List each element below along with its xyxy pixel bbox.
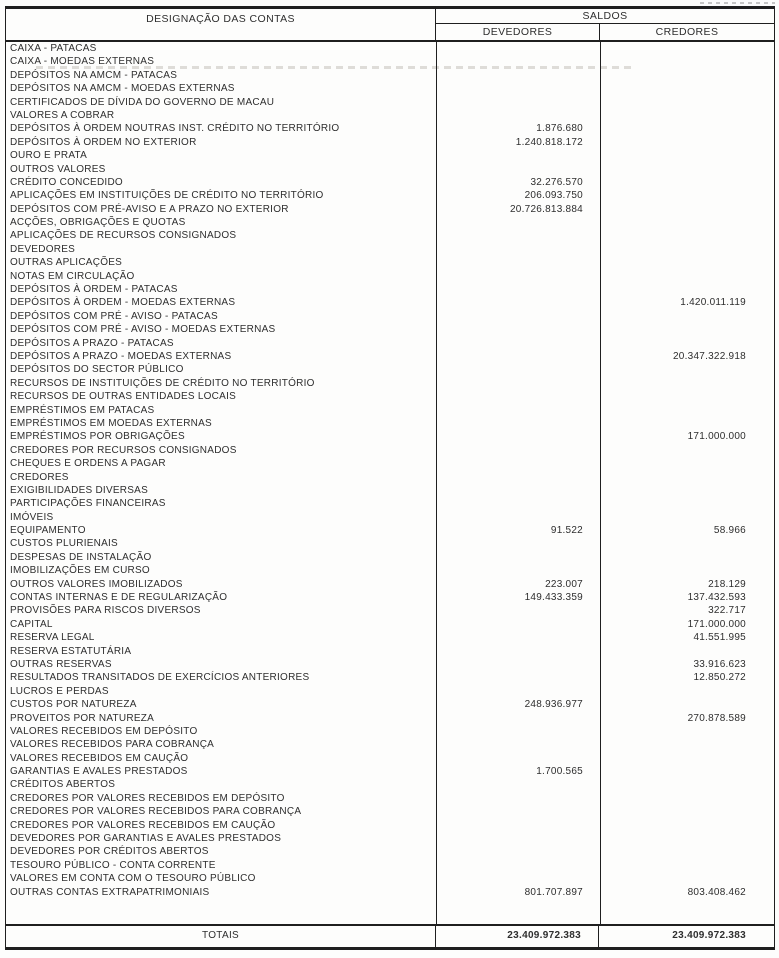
account-name: ACÇÕES, OBRIGAÇÕES E QUOTAS (10, 217, 186, 229)
totals-row (6, 924, 774, 947)
credores-value (600, 163, 774, 176)
credores-value (600, 96, 774, 109)
devedores-value (437, 149, 600, 162)
devedores-value (437, 805, 600, 818)
devedores-value (437, 484, 600, 497)
account-name: CREDORES POR VALORES RECEBIDOS PARA COBRANÇA (10, 806, 302, 818)
column-header-credores: CREDORES (655, 26, 719, 38)
account-name: VALORES EM CONTA COM O TESOURO PÚBLICO (10, 873, 256, 885)
table-row (6, 310, 774, 323)
table-row (6, 551, 774, 564)
credores-value (600, 69, 774, 82)
table-row (6, 350, 774, 363)
account-name: DEPÓSITOS À ORDEM NOUTRAS INST. CRÉDITO NO TERRITÓRIO (10, 123, 340, 135)
table-body (6, 42, 774, 924)
devedores-value (437, 377, 600, 390)
devedores-value (437, 631, 600, 644)
table-row (6, 537, 774, 550)
devedores-value (437, 296, 600, 309)
account-name: OUTROS VALORES (10, 163, 106, 175)
devedores-value (437, 645, 600, 658)
credores-value (600, 471, 774, 484)
credores-value (600, 511, 774, 524)
devedores-value (437, 819, 600, 832)
devedores-value (437, 618, 600, 631)
account-name: DEPÓSITOS NA AMCM - MOEDAS EXTERNAS (10, 83, 235, 95)
credores-value (600, 149, 774, 162)
credores-value (600, 685, 774, 698)
credores-value (600, 390, 774, 403)
account-name: IMOBILIZAÇÕES EM CURSO (10, 565, 150, 577)
account-name: DEPÓSITOS À ORDEM - MOEDAS EXTERNAS (10, 297, 236, 309)
devedores-value (437, 564, 600, 577)
accounts-balance-table (5, 6, 775, 950)
table-row (6, 283, 774, 296)
devedores-value (437, 256, 600, 269)
devedores-value (437, 390, 600, 403)
table-row (6, 109, 774, 122)
table-row (6, 176, 774, 189)
account-name: DEPÓSITOS À ORDEM - PATACAS (10, 284, 178, 296)
credores-value (600, 551, 774, 564)
totals-label: TOTAIS (6, 926, 436, 947)
account-name: RESERVA LEGAL (10, 632, 95, 644)
table-row (6, 363, 774, 376)
credores-value (600, 243, 774, 256)
table-row (6, 738, 774, 751)
credores-value: 171.000.000 (687, 618, 746, 630)
table-row (6, 377, 774, 390)
table-row (6, 872, 774, 885)
table-row (6, 631, 774, 644)
devedores-value (437, 685, 600, 698)
credores-value (600, 203, 774, 216)
credores-value: 12.850.272 (693, 672, 746, 684)
account-name: APLICAÇÕES EM INSTITUIÇÕES DE CRÉDITO NO TERRITÓRIO (10, 190, 324, 202)
devedores-value (437, 337, 600, 350)
account-name: VALORES RECEBIDOS PARA COBRANÇA (10, 739, 215, 751)
credores-value (600, 229, 774, 242)
devedores-value (437, 283, 600, 296)
table-row (6, 203, 774, 216)
devedores-value: 1.700.565 (536, 766, 583, 778)
account-name: PARTICIPAÇÕES FINANCEIRAS (10, 498, 166, 510)
account-name: VALORES RECEBIDOS EM CAUÇÃO (10, 752, 189, 764)
devedores-value (437, 551, 600, 564)
account-name: RECURSOS DE INSTITUIÇÕES DE CRÉDITO NO TERRITÓRIO (10, 377, 315, 389)
devedores-value (437, 859, 600, 872)
table-row (6, 122, 774, 135)
account-name: RESERVA ESTATUTÁRIA (10, 645, 132, 657)
account-name: VALORES RECEBIDOS EM DEPÓSITO (10, 725, 198, 737)
table-row (6, 698, 774, 711)
credores-value (600, 176, 774, 189)
column-header-devedores: DEVEDORES (436, 24, 600, 40)
table-row (6, 430, 774, 443)
table-row (6, 752, 774, 765)
devedores-value (437, 363, 600, 376)
account-name: CUSTOS PLURIENAIS (10, 538, 118, 550)
account-name: DEPÓSITOS NA AMCM - PATACAS (10, 69, 178, 81)
credores-value (600, 832, 774, 845)
credores-value (600, 872, 774, 885)
table-row (6, 712, 774, 725)
table-row (6, 243, 774, 256)
account-name: OUTRAS RESERVAS (10, 658, 112, 670)
devedores-value (437, 229, 600, 242)
credores-value: 322.717 (708, 605, 746, 617)
account-name: EMPRÉSTIMOS EM PATACAS (10, 404, 155, 416)
credores-value: 803.408.462 (687, 886, 746, 898)
devedores-value (437, 430, 600, 443)
credores-value (600, 417, 774, 430)
account-name: NOTAS EM CIRCULAÇÃO (10, 270, 135, 282)
table-row (6, 578, 774, 591)
credores-value: 171.000.000 (687, 431, 746, 443)
table-row (6, 55, 774, 68)
credores-value (600, 363, 774, 376)
account-name: PROVEITOS POR NATUREZA (10, 712, 155, 724)
account-name: DEPÓSITOS A PRAZO - PATACAS (10, 337, 174, 349)
account-name: CAIXA - MOEDAS EXTERNAS (10, 56, 155, 68)
table-row (6, 671, 774, 684)
table-row (6, 69, 774, 82)
devedores-value (437, 109, 600, 122)
account-name: PROVISÕES PARA RISCOS DIVERSOS (10, 605, 201, 617)
table-row (6, 497, 774, 510)
account-name: CAIXA - PATACAS (10, 43, 97, 54)
devedores-value (437, 323, 600, 336)
credores-value (600, 122, 774, 135)
credores-value (600, 738, 774, 751)
devedores-value (437, 671, 600, 684)
table-row (6, 82, 774, 95)
credores-value (600, 337, 774, 350)
credores-value (600, 484, 774, 497)
credores-value (600, 216, 774, 229)
account-name: GARANTIAS E AVALES PRESTADOS (10, 766, 188, 778)
saldos-header-group (436, 9, 774, 40)
column-header-designation: DESIGNAÇÃO DAS CONTAS (6, 9, 436, 40)
table-row (6, 832, 774, 845)
table-row (6, 658, 774, 671)
column-divider (600, 42, 601, 924)
devedores-value (437, 792, 600, 805)
devedores-value (437, 96, 600, 109)
devedores-value: 248.936.977 (524, 699, 583, 711)
credores-value (600, 377, 774, 390)
credores-value (600, 323, 774, 336)
table-row (6, 270, 774, 283)
table-row (6, 42, 774, 55)
table-row (6, 149, 774, 162)
credores-value (600, 283, 774, 296)
devedores-value (437, 82, 600, 95)
credores-value (600, 55, 774, 68)
account-name: DEPÓSITOS A PRAZO - MOEDAS EXTERNAS (10, 350, 232, 362)
account-name: CERTIFICADOS DE DÍVIDA DO GOVERNO DE MACAU (10, 96, 275, 108)
devedores-value (437, 872, 600, 885)
scan-artifact (700, 2, 775, 4)
credores-value (600, 189, 774, 202)
credores-value (600, 404, 774, 417)
totals-credores-value: 23.409.972.383 (672, 930, 746, 941)
credores-value (600, 645, 774, 658)
credores-value (600, 82, 774, 95)
credores-value (600, 792, 774, 805)
devedores-value (437, 163, 600, 176)
table-row (6, 645, 774, 658)
account-name: OUTRAS CONTAS EXTRAPATRIMONIAIS (10, 886, 210, 898)
table-row (6, 765, 774, 778)
devedores-value (437, 752, 600, 765)
table-row (6, 845, 774, 858)
table-row (6, 564, 774, 577)
devedores-value (437, 350, 600, 363)
credores-value (600, 765, 774, 778)
account-name: CREDORES POR VALORES RECEBIDOS EM DEPÓSITO (10, 792, 285, 804)
account-name: CREDORES POR RECURSOS CONSIGNADOS (10, 444, 237, 456)
table-row (6, 216, 774, 229)
account-name: VALORES A COBRAR (10, 109, 115, 121)
account-name: LUCROS E PERDAS (10, 685, 109, 697)
devedores-value: 223.007 (545, 578, 583, 590)
account-name: CRÉDITO CONCEDIDO (10, 176, 123, 188)
credores-value (600, 845, 774, 858)
table-row (6, 390, 774, 403)
table-row (6, 778, 774, 791)
account-name: CAPITAL (10, 618, 53, 630)
credores-value (600, 752, 774, 765)
devedores-value (437, 444, 600, 457)
devedores-value (437, 738, 600, 751)
credores-value: 58.966 (713, 525, 746, 537)
devedores-value: 91.522 (550, 525, 583, 537)
table-row (6, 604, 774, 617)
account-name: OUTROS VALORES IMOBILIZADOS (10, 578, 183, 590)
account-name: APLICAÇÕES DE RECURSOS CONSIGNADOS (10, 230, 237, 242)
account-name: RESULTADOS TRANSITADOS DE EXERCÍCIOS ANTERIORES (10, 672, 310, 684)
table-row (6, 404, 774, 417)
table-row (6, 136, 774, 149)
table-row (6, 163, 774, 176)
devedores-value (437, 216, 600, 229)
devedores-value (437, 55, 600, 68)
account-name: EMPRÉSTIMOS EM MOEDAS EXTERNAS (10, 417, 212, 429)
devedores-value (437, 243, 600, 256)
account-name: CREDORES (10, 471, 69, 483)
devedores-value (437, 69, 600, 82)
table-row (6, 819, 774, 832)
credores-value: 41.551.995 (693, 632, 746, 644)
table-row (6, 511, 774, 524)
table-row (6, 805, 774, 818)
table-row (6, 471, 774, 484)
credores-value (600, 778, 774, 791)
account-name: OURO E PRATA (10, 150, 88, 162)
credores-value (600, 537, 774, 550)
table-row (6, 256, 774, 269)
account-name: EMPRÉSTIMOS POR OBRIGAÇÕES (10, 431, 185, 443)
totals-devedores-value: 23.409.972.383 (436, 926, 599, 947)
account-name: CREDORES POR VALORES RECEBIDOS EM CAUÇÃO (10, 819, 276, 831)
credores-value (600, 42, 774, 55)
account-name: TESOURO PÚBLICO - CONTA CORRENTE (10, 859, 216, 871)
credores-value (600, 270, 774, 283)
table-row (6, 417, 774, 430)
table-row (6, 618, 774, 631)
devedores-value (437, 417, 600, 430)
devedores-value (437, 457, 600, 470)
account-name: DEVEDORES (10, 243, 76, 255)
table-row (6, 296, 774, 309)
account-name: CRÉDITOS ABERTOS (10, 779, 116, 791)
devedores-value: 32.276.570 (530, 176, 583, 188)
table-row (6, 337, 774, 350)
credores-value (600, 109, 774, 122)
devedores-value: 20.726.813.884 (509, 203, 583, 215)
table-row (6, 591, 774, 604)
devedores-value: 1.876.680 (536, 123, 583, 135)
credores-value (600, 725, 774, 738)
table-row (6, 886, 774, 899)
credores-value (600, 457, 774, 470)
devedores-value: 206.093.750 (524, 190, 583, 202)
account-name: EQUIPAMENTO (10, 525, 86, 537)
devedores-value (437, 778, 600, 791)
account-name: DEPÓSITOS DO SECTOR PÚBLICO (10, 364, 184, 376)
devedores-value (437, 471, 600, 484)
table-row (6, 524, 774, 537)
account-name: CONTAS INTERNAS E DE REGULARIZAÇÃO (10, 592, 228, 604)
table-row (6, 323, 774, 336)
account-name: DESPESAS DE INSTALAÇÃO (10, 551, 152, 563)
table-row (6, 96, 774, 109)
account-name: DEPÓSITOS COM PRÉ-AVISO E A PRAZO NO EXTERIOR (10, 203, 289, 215)
devedores-value (437, 658, 600, 671)
table-row (6, 189, 774, 202)
credores-value: 218.129 (708, 578, 746, 590)
devedores-value (437, 404, 600, 417)
credores-value (600, 698, 774, 711)
devedores-value: 149.433.359 (524, 592, 583, 604)
devedores-value (437, 310, 600, 323)
saldos-subcolumns (436, 24, 774, 40)
credores-value (600, 497, 774, 510)
devedores-value: 1.240.818.172 (515, 136, 583, 148)
table-row (6, 229, 774, 242)
account-name: CHEQUES E ORDENS A PAGAR (10, 458, 166, 470)
table-row (6, 457, 774, 470)
account-name: IMÓVEIS (10, 511, 54, 523)
account-name: DEPÓSITOS COM PRÉ - AVISO - PATACAS (10, 310, 218, 322)
credores-value (600, 564, 774, 577)
credores-value: 1.420.011.119 (680, 297, 746, 309)
table-row (6, 859, 774, 872)
devedores-value (437, 604, 600, 617)
account-name: DEPÓSITOS À ORDEM NO EXTERIOR (10, 136, 197, 148)
credores-value: 137.432.593 (687, 592, 746, 604)
account-name: DEPÓSITOS COM PRÉ - AVISO - MOEDAS EXTERNAS (10, 324, 276, 336)
devedores-value (437, 845, 600, 858)
credores-value (600, 859, 774, 872)
credores-value (600, 256, 774, 269)
devedores-value (437, 42, 600, 55)
devedores-value (437, 497, 600, 510)
credores-value: 270.878.589 (687, 712, 746, 724)
account-name: DEVEDORES POR GARANTIAS E AVALES PRESTADOS (10, 833, 282, 845)
credores-value (600, 444, 774, 457)
credores-value (600, 310, 774, 323)
credores-value (600, 136, 774, 149)
table-row (6, 685, 774, 698)
column-header-saldos: SALDOS (436, 9, 774, 24)
table-row (6, 792, 774, 805)
devedores-value (437, 537, 600, 550)
table-row (6, 444, 774, 457)
credores-value (600, 805, 774, 818)
account-name: EXIGIBILIDADES DIVERSAS (10, 484, 149, 496)
account-name: OUTRAS APLICAÇÕES (10, 257, 123, 269)
devedores-value (437, 725, 600, 738)
credores-value: 20.347.322.918 (672, 350, 746, 362)
devedores-value (437, 712, 600, 725)
account-name: DEVEDORES POR CRÉDITOS ABERTOS (10, 846, 209, 858)
table-row (6, 725, 774, 738)
devedores-value (437, 832, 600, 845)
devedores-value: 801.707.897 (524, 886, 583, 898)
devedores-value (437, 270, 600, 283)
table-row (6, 484, 774, 497)
credores-value: 33.916.623 (693, 658, 746, 670)
account-name: RECURSOS DE OUTRAS ENTIDADES LOCAIS (10, 391, 237, 403)
column-divider (436, 42, 437, 924)
credores-value (600, 819, 774, 832)
account-name: CUSTOS POR NATUREZA (10, 699, 137, 711)
table-header (6, 9, 774, 42)
devedores-value (437, 511, 600, 524)
